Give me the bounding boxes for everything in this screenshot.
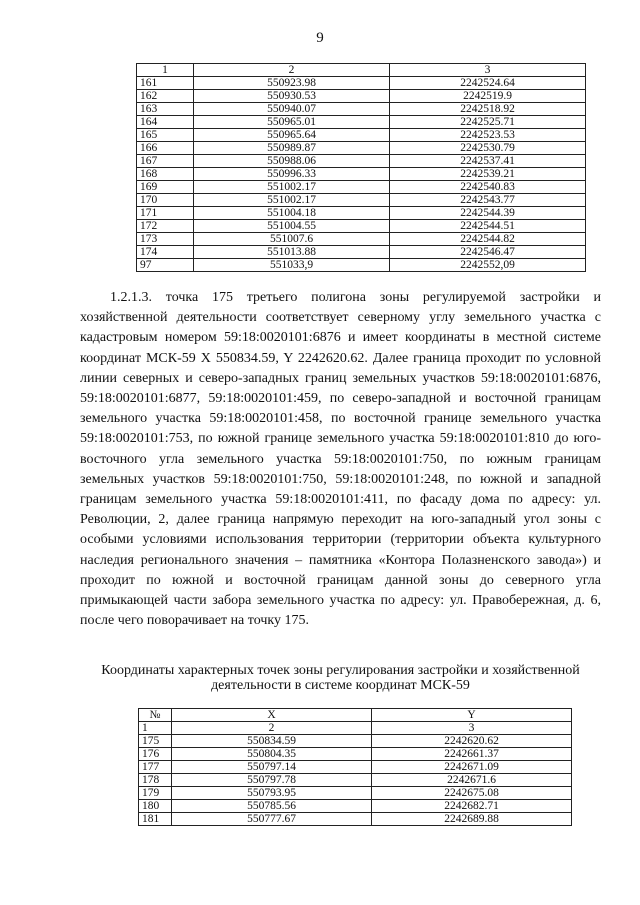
table-header-numbers-row: [139, 722, 572, 735]
table-cell: 2242539.21: [390, 168, 586, 181]
table-header-row: [139, 709, 572, 722]
table-cell: 2: [194, 64, 390, 77]
table-cell: 2242525.71: [390, 116, 586, 129]
table-cell: 550989.87: [194, 142, 390, 155]
table-cell: 550965.64: [194, 129, 390, 142]
table-cell: 2242620.62: [372, 735, 572, 748]
table-row: [137, 259, 586, 272]
table-row: [137, 90, 586, 103]
table-row: [137, 168, 586, 181]
table-cell: 2242540.83: [390, 181, 586, 194]
table-cell: 170: [137, 194, 194, 207]
table-cell: 2242518.92: [390, 103, 586, 116]
table-cell: 179: [139, 787, 172, 800]
table-row: [137, 116, 586, 129]
table-row: [137, 103, 586, 116]
table-cell: 551002.17: [194, 194, 390, 207]
table-cell: 181: [139, 813, 172, 826]
table-cell: 2242523.53: [390, 129, 586, 142]
table-cell: 551004.18: [194, 207, 390, 220]
table-cell: 550777.67: [172, 813, 372, 826]
table-cell: 550996.33: [194, 168, 390, 181]
table-row: [137, 207, 586, 220]
table-cell: 180: [139, 800, 172, 813]
table-cell: 550930.53: [194, 90, 390, 103]
table-cell: 2242543.77: [390, 194, 586, 207]
zone-coordinates-table: [138, 708, 572, 826]
table-row: [137, 142, 586, 155]
table-row: [139, 813, 572, 826]
table-cell: 166: [137, 142, 194, 155]
table-cell: 2: [172, 722, 372, 735]
table-cell: 2242546.47: [390, 246, 586, 259]
table-cell: 1: [137, 64, 194, 77]
table-caption: [80, 663, 601, 693]
table-cell: 161: [137, 77, 194, 90]
table-cell: 97: [137, 259, 194, 272]
table-cell: 171: [137, 207, 194, 220]
table-row: [137, 220, 586, 233]
table-cell: 2242544.82: [390, 233, 586, 246]
table-row: [139, 748, 572, 761]
table-cell: 550834.59: [172, 735, 372, 748]
table-cell: 2242671.6: [372, 774, 572, 787]
table-cell: Y: [372, 709, 572, 722]
table-cell: 164: [137, 116, 194, 129]
page-number: 9: [316, 30, 324, 46]
coordinates-table-continued: [136, 63, 586, 272]
table-row: [137, 181, 586, 194]
table-cell: 550797.78: [172, 774, 372, 787]
caption-line-1: Координаты характерных точек зоны регулирования застройки и хозяйственной: [101, 663, 580, 678]
table-row: [137, 194, 586, 207]
table-cell: 175: [139, 735, 172, 748]
table-row: [139, 761, 572, 774]
table-cell: 550785.56: [172, 800, 372, 813]
table-cell: 3: [372, 722, 572, 735]
table-row: [137, 233, 586, 246]
table-cell: 2242689.88: [372, 813, 572, 826]
table-row: [139, 800, 572, 813]
table-cell: 2242671.09: [372, 761, 572, 774]
table-cell: 550965.01: [194, 116, 390, 129]
table-cell: 2242530.79: [390, 142, 586, 155]
table-cell: 550940.07: [194, 103, 390, 116]
table-cell: 550804.35: [172, 748, 372, 761]
table-cell: 169: [137, 181, 194, 194]
table-cell: 178: [139, 774, 172, 787]
table-cell: 163: [137, 103, 194, 116]
table-row: [139, 787, 572, 800]
table-cell: 176: [139, 748, 172, 761]
table-cell: 162: [137, 90, 194, 103]
table-cell: 551013.88: [194, 246, 390, 259]
table-cell: 550793.95: [172, 787, 372, 800]
table-row: [137, 77, 586, 90]
table-cell: 2242537.41: [390, 155, 586, 168]
table-cell: 172: [137, 220, 194, 233]
caption-line-2: деятельности в системе координат МСК-59: [211, 678, 470, 693]
table-cell: 551004.55: [194, 220, 390, 233]
table-cell: X: [172, 709, 372, 722]
table-cell: 550923.98: [194, 77, 390, 90]
table-cell: 168: [137, 168, 194, 181]
table-cell: 551007.6: [194, 233, 390, 246]
table-cell: 2242675.08: [372, 787, 572, 800]
table-cell: 2242524.64: [390, 77, 586, 90]
table-cell: 2242661.37: [372, 748, 572, 761]
table-cell: 551002.17: [194, 181, 390, 194]
table-cell: 551033,9: [194, 259, 390, 272]
table-row: [139, 774, 572, 787]
table-row: [137, 155, 586, 168]
table-header-row: [137, 64, 586, 77]
table-cell: 2242544.39: [390, 207, 586, 220]
table-cell: 2242552,09: [390, 259, 586, 272]
table-cell: 550797.14: [172, 761, 372, 774]
table-cell: 167: [137, 155, 194, 168]
table-cell: 173: [137, 233, 194, 246]
table-cell: 177: [139, 761, 172, 774]
table-cell: 174: [137, 246, 194, 259]
table-cell: 2242682.71: [372, 800, 572, 813]
table-cell: 2242544.51: [390, 220, 586, 233]
table-cell: №: [139, 709, 172, 722]
boundary-description-paragraph: 1.2.1.3. точка 175 третьего полигона зоны регулируемой застройки и хозяйственной деятельности соответствует северному углу земельного участка с кадастровым номером 59:18:0020101:6876 и имеет координаты в местной системе координат МСК-59 X 550834.59, Y 2242620.62. Далее граница проходит по условной линии северных и северо-западных границ земельных участков 59:18:0020101:6876, 59:18:0020101:6877, 59:18:0020101:459, по северо-западной и восточной границам земельного участка 59:18:0020101:458, по восточной границе земельного участка 59:18:0020101:753, по южной границе земельного участка 59:18:0020101:810 до юго-восточного угла земельного участка 59:18:0020101:750, по южным границам земельных участков 59:18:0020101:750, 59:18:0020101:248, по южной и западной границам земельного участка 59:18:0020101:411, по фасаду дома по адресу: ул. Революции, 2, далее граница напрямую переходит на юго-западный угол зоны с особыми условиями использования территории (территории объекта культурного наследия регионального значения – памятника «Контора Полазненского завода») и проходит по южной и восточной границам данной зоны до северного угла примыкающей части забора земельного участка по адресу: ул. Правобережная, д. 6, после чего поворачивает на точку 175.: [80, 290, 601, 629]
table-cell: 2242519.9: [390, 90, 586, 103]
table-row: [137, 129, 586, 142]
table-cell: 550988.06: [194, 155, 390, 168]
table-row: [137, 246, 586, 259]
table-cell: 3: [390, 64, 586, 77]
table-cell: 165: [137, 129, 194, 142]
table-cell: 1: [139, 722, 172, 735]
table-row: [139, 735, 572, 748]
